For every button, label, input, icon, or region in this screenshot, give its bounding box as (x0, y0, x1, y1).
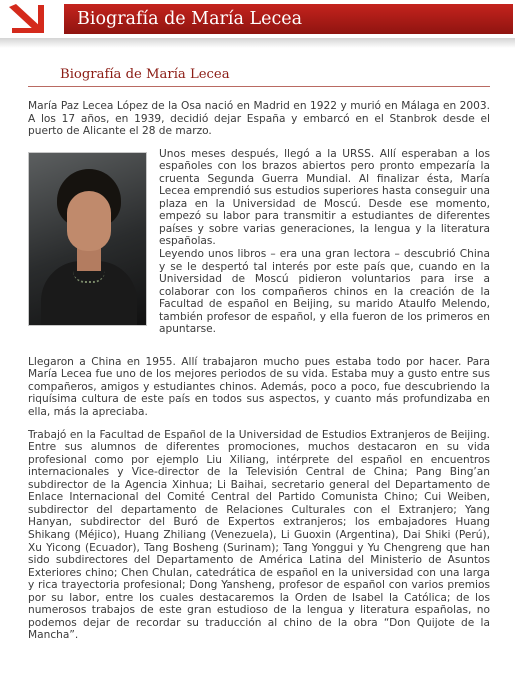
page-title: Biografía de María Lecea (77, 9, 303, 29)
paragraph-china-discovery: Leyendo unos libros – era una gran lectora – descubrió China y se le despertó tal interés por este país que, cuando en la Universidad de Moscú pidieron voluntarios para irse a colaborar con los compañeros chinos en la creación de la Facultad de español en Beijing, su marido Ataulfo Melendo, también profesor de español, y ella fueron de los primeros en apuntarse. (159, 248, 490, 336)
heading-divider (28, 86, 490, 87)
portrait-photo (28, 152, 147, 326)
article-heading: Biografía de María Lecea (60, 67, 230, 82)
paragraph-intro: María Paz Lecea López de la Osa nació en Madrid en 1922 y murió en Málaga en 2003. A los 17 años, en 1939, decidió dejar España y embarcó en el Stanbrok desde el puerto de Alicante el 28 de marzo. (28, 100, 490, 138)
logo[interactable] (6, 4, 48, 34)
red-arrow-logo-icon (6, 4, 48, 34)
paragraph-urss: Unos meses después, llegó a la URSS. Allí esperaban a los españoles con los brazos abiertos pero pronto empezaría la cruenta Segunda Guerra Mundial. Al finalizar ésta, María Lecea emprendió sus estudios superiores hasta conseguir una plaza en la Universidad de Moscú. Desde ese momento, empezó su labor para transmitir a estudiantes de diferentes países y sobre varias generaciones, la lengua y la literatura españolas. (159, 147, 490, 248)
page-header (0, 0, 515, 38)
title-bar (64, 4, 513, 34)
paragraph-arrival-china: Llegaron a China en 1955. Allí trabajaron mucho pues estaba todo por hacer. Para María Lecea fue uno de los mejores periodos de su vida. Estaba muy a gusto entre sus compañeros, amigos y estudiantes chinos. Además, poco a poco, fue descubriendo la riquísima cultura de este país en todos sus aspectos, y cuanto más profundizaba en ella, más la apreciaba. (28, 355, 490, 419)
header-shadow (0, 38, 515, 48)
paragraph-students: Trabajó en la Facultad de Español de la Universidad de Estudios Extranjeros de Beijing. Entre sus alumnos de diferentes promociones, muchos destacaron en su vida profesional como por ejemplo Liu Xiliang, intérprete del español en encuentros internacionales y Vice-director de la Televisión Central de China; Pang Bing’an subdirector de la Agencia Xinhua; Li Baihai, secretario general del Departamento de Enlace Internacional del Comité Central del Partido Comunista Chino; Cui Weiben, subdirector del departamento de Relaciones Culturales con el Extranjero; Yang Hanyan, subdirector del Buró de Expertos extranjeros; los embajadores Huang Shikang (Méjico), Huang Zhiliang (Venezuela), Li Guoxin (Argentina), Dai Shiki (Perú), Xu Yicong (Ecuador), Tang Bosheng (Surinam); Tang Yonggui y Yu Chengreng que han sido subdirectores del Departamento de América Latina del Ministerio de Asuntos Exteriores chino; Chen Chulan, catedrática de español en la universidad con una larga y rica trayectoria profesional; Dong Yansheng, profesor de español con varios premios por su labor, entre los cuales destacaremos la Orden de Isabel la Católica; de los numerosos trabajos de este gran estudioso de la lengua y literatura españolas, no podemos dejar de recordar su traducción al chino de la obra “Don Quijote de la Mancha”. (28, 428, 490, 642)
article-body (28, 100, 490, 652)
